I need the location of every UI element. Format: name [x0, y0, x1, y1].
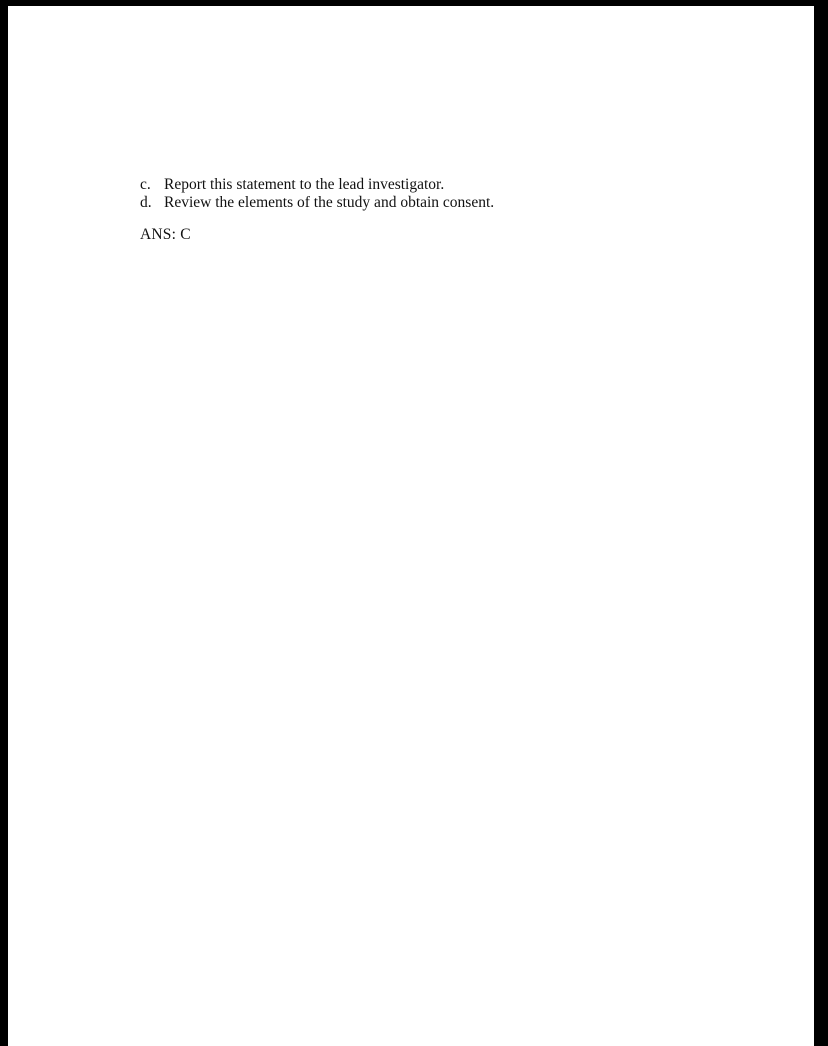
answer-choice-c-text: Report this statement to the lead investigator.	[164, 176, 445, 193]
question-block	[140, 176, 740, 244]
answer-choice-d-text: Review the elements of the study and obtain consent.	[164, 194, 495, 211]
answer-key-line: ANS: C	[140, 226, 191, 243]
answer-choice-list	[140, 176, 740, 212]
answer-choice-d-marker: d.	[140, 194, 152, 211]
answer-choice-c-marker: c.	[140, 176, 151, 193]
answer-choice-d[interactable]	[140, 194, 740, 212]
answer-choice-c[interactable]	[140, 176, 740, 194]
document-page	[8, 6, 814, 1046]
